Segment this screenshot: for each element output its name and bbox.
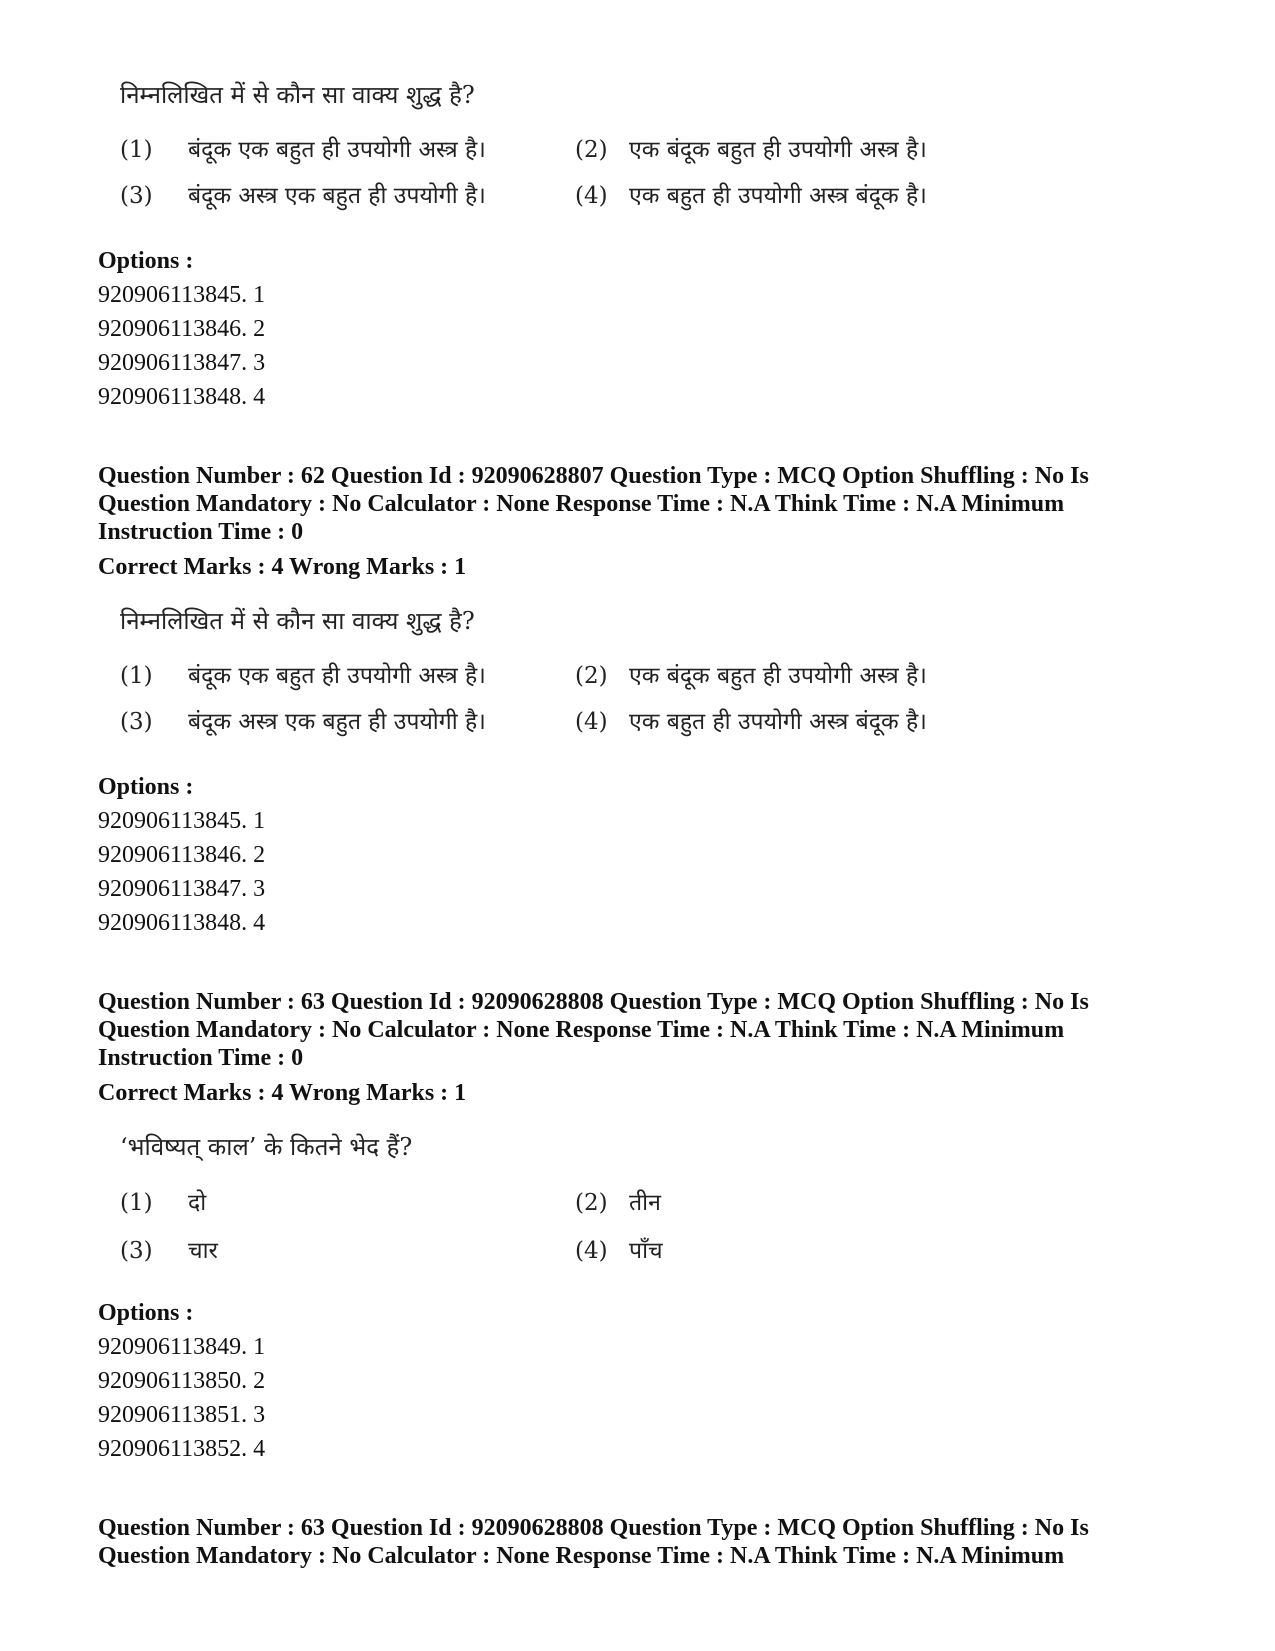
options-label: Options : xyxy=(98,248,194,274)
choice-3: (3) बंदूक अस्त्र एक बहुत ही उपयोगी है। xyxy=(120,183,486,209)
question-meta: Question Number : 62 Question Id : 92090628807 Question Type : MCQ Option Shuffling : No Is Question Mandatory : No Calculator : None Response Time : N.A Think Time : N.A Minimum Instruction Time : 0 xyxy=(98,463,1089,545)
choice-3: (3) चार xyxy=(120,1238,218,1264)
question-meta: Question Number : 63 Question Id : 92090628808 Question Type : MCQ Option Shuffling : No Is Question Mandatory : No Calculator : None Response Time : N.A Think Time : N.A Minimum xyxy=(98,1515,1089,1569)
choice-4: (4) एक बहुत ही उपयोगी अस्त्र बंदूक है। xyxy=(575,709,927,735)
choice-1: (1) दो xyxy=(120,1190,207,1216)
choice-1: (1) बंदूक एक बहुत ही उपयोगी अस्त्र है। xyxy=(120,663,486,689)
marks-line: Correct Marks : 4 Wrong Marks : 1 xyxy=(98,1080,467,1106)
option-line: 920906113848. 4 xyxy=(98,384,266,410)
choice-2: (2) तीन xyxy=(575,1190,661,1216)
option-line: 920906113850. 2 xyxy=(98,1368,266,1394)
choice-4: (4) एक बहुत ही उपयोगी अस्त्र बंदूक है। xyxy=(575,183,927,209)
question-text: निम्नलिखित में से कौन सा वाक्य शुद्ध है? xyxy=(120,81,475,109)
choice-2: (2) एक बंदूक बहुत ही उपयोगी अस्त्र है। xyxy=(575,137,927,163)
choice-4: (4) पाँच xyxy=(575,1238,663,1264)
option-line: 920906113845. 1 xyxy=(98,808,266,834)
option-line: 920906113847. 3 xyxy=(98,350,266,376)
question-text: निम्नलिखित में से कौन सा वाक्य शुद्ध है? xyxy=(120,607,475,635)
choice-2: (2) एक बंदूक बहुत ही उपयोगी अस्त्र है। xyxy=(575,663,927,689)
option-line: 920906113849. 1 xyxy=(98,1334,266,1360)
option-line: 920906113851. 3 xyxy=(98,1402,266,1428)
choice-1: (1) बंदूक एक बहुत ही उपयोगी अस्त्र है। xyxy=(120,137,486,163)
options-label: Options : xyxy=(98,774,194,800)
question-meta: Question Number : 63 Question Id : 92090628808 Question Type : MCQ Option Shuffling : No Is Question Mandatory : No Calculator : None Response Time : N.A Think Time : N.A Minimum Instruction Time : 0 xyxy=(98,989,1089,1071)
options-label: Options : xyxy=(98,1300,194,1326)
option-line: 920906113846. 2 xyxy=(98,842,266,868)
option-line: 920906113847. 3 xyxy=(98,876,266,902)
question-text: ‘भविष्यत् काल’ के कितने भेद हैं? xyxy=(120,1133,413,1161)
choice-3: (3) बंदूक अस्त्र एक बहुत ही उपयोगी है। xyxy=(120,709,486,735)
option-line: 920906113845. 1 xyxy=(98,282,266,308)
option-line: 920906113852. 4 xyxy=(98,1436,266,1462)
marks-line: Correct Marks : 4 Wrong Marks : 1 xyxy=(98,554,467,580)
option-line: 920906113846. 2 xyxy=(98,316,266,342)
option-line: 920906113848. 4 xyxy=(98,910,266,936)
